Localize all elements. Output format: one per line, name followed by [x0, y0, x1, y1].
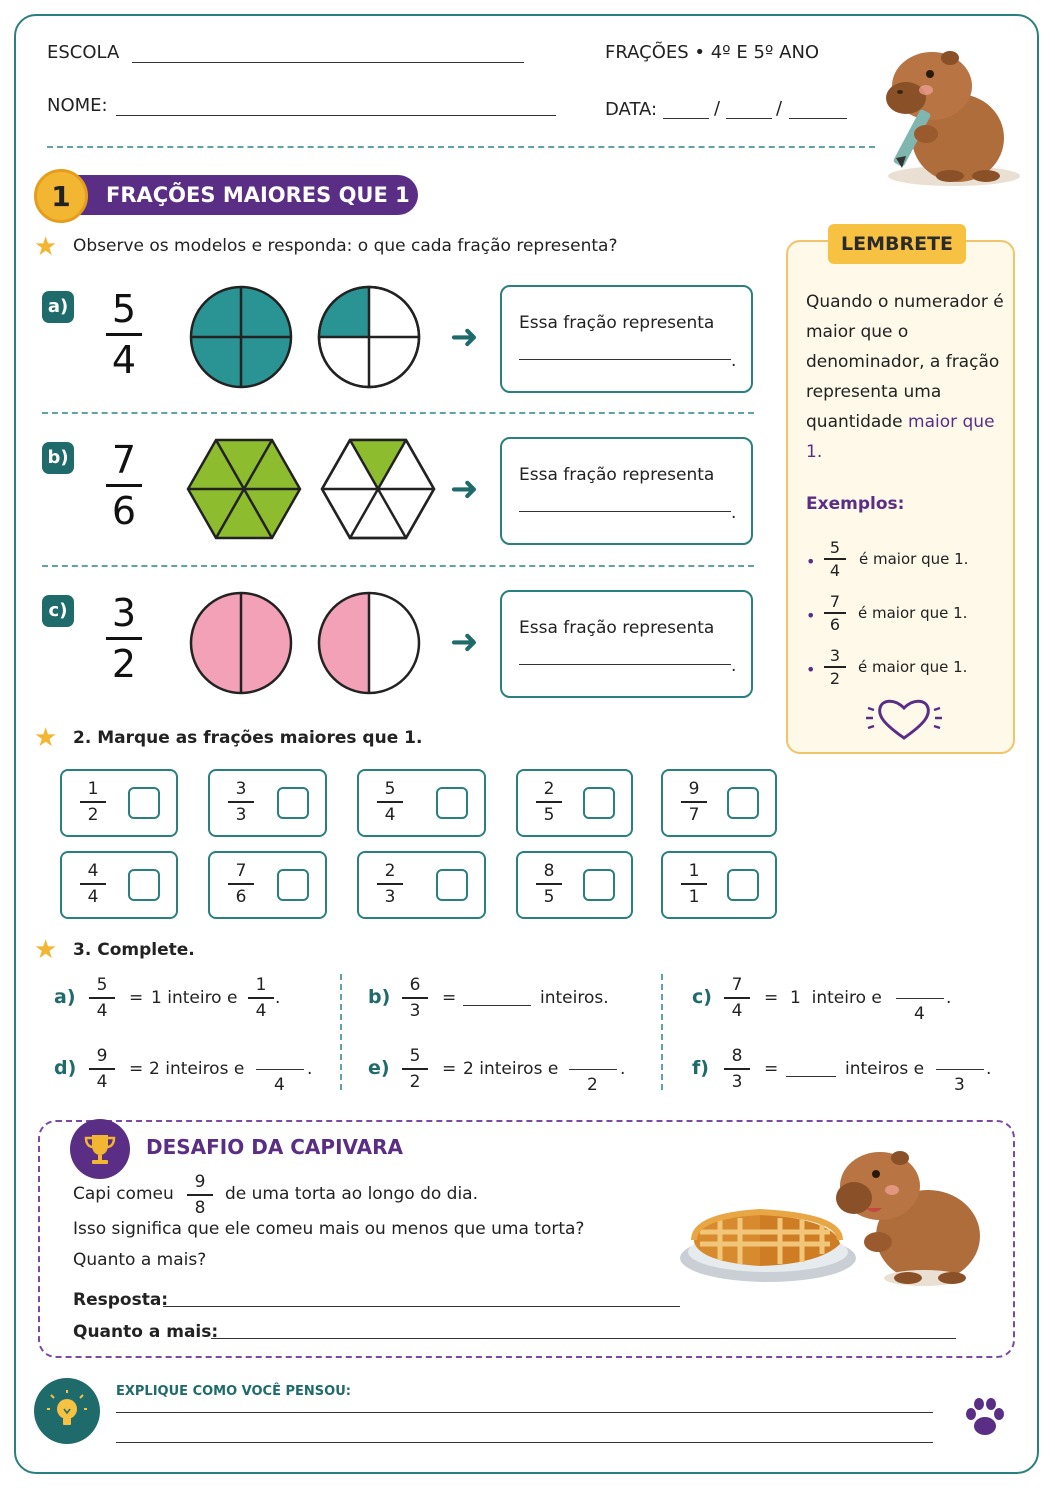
resposta-label: Resposta:	[73, 1290, 169, 1310]
numerator: 9	[194, 1172, 206, 1192]
row-divider	[42, 565, 754, 567]
numerator: 9	[688, 779, 700, 799]
exercise-e-result-denominator: 2	[587, 1075, 598, 1095]
column-divider	[340, 974, 342, 1090]
item-c-tag: c)	[42, 595, 74, 627]
denominator: 3	[731, 1071, 743, 1092]
exercise-a-fraction	[89, 975, 115, 1021]
exercise-f-result-denominator: 3	[954, 1075, 965, 1095]
denominator: 8	[194, 1197, 206, 1218]
numerator: 8	[731, 1046, 743, 1066]
item-c-answer-line[interactable]	[519, 664, 731, 665]
exercise-c-numerator-blank[interactable]	[896, 998, 944, 999]
row-divider	[42, 412, 754, 414]
nome-label: NOME:	[47, 95, 108, 116]
example-text: é maior que 1.	[858, 604, 968, 622]
example-denominator: 6	[829, 614, 841, 634]
item-c-answer-prompt: Essa fração representa	[519, 618, 715, 638]
desafio-line1-end: de uma torta ao longo do dia.	[225, 1184, 478, 1204]
option-fraction	[681, 779, 707, 825]
example-numerator: 7	[829, 592, 841, 611]
period: .	[946, 988, 952, 1008]
lembrete-text-highlight: maior que 1.	[806, 412, 995, 462]
section-1-instruction: Observe os modelos e responda: o que cada fração representa?	[73, 236, 618, 256]
star-icon: ★	[34, 232, 58, 262]
desafio-line3: Quanto a mais?	[73, 1250, 207, 1270]
equals-sign: =	[129, 1059, 144, 1079]
denominator: 7	[688, 804, 700, 825]
item-c-numerator: 3	[111, 591, 137, 635]
option-fraction	[80, 779, 106, 825]
exercise-a-text: 1 inteiro e	[151, 988, 238, 1008]
item-a-answer-prompt: Essa fração representa	[519, 313, 715, 333]
lightbulb-icon	[34, 1378, 100, 1444]
example-fraction	[824, 592, 846, 634]
item-c-answer-box[interactable]	[500, 590, 753, 698]
paw-icon	[962, 1394, 1008, 1440]
denominator: 3	[409, 1000, 421, 1021]
option-checkbox[interactable]	[277, 787, 309, 819]
item-b-answer-box[interactable]	[500, 437, 753, 545]
section-1-title: FRAÇÕES MAIORES QUE 1	[60, 175, 418, 215]
item-c-fraction	[104, 591, 144, 686]
item-a-tag: a)	[42, 291, 74, 323]
item-a-answer-box[interactable]	[500, 285, 753, 393]
numerator: 9	[96, 1046, 108, 1066]
item-b-answer-line[interactable]	[519, 511, 731, 512]
item-b-answer-prompt: Essa fração representa	[519, 465, 715, 485]
item-b-fraction	[104, 438, 144, 533]
option-checkbox[interactable]	[436, 787, 468, 819]
date-day-field[interactable]	[663, 118, 709, 119]
period: .	[275, 988, 281, 1008]
exercise-c-label: c)	[692, 986, 712, 1008]
exercise-c-result-denominator: 4	[914, 1004, 925, 1024]
section-3-number: 3.	[73, 940, 92, 960]
date-year-field[interactable]	[789, 118, 847, 119]
numerator: 7	[235, 861, 247, 881]
item-a-answer-end: .	[731, 351, 737, 371]
example-item: • 3 2 é maior que 1.	[806, 646, 968, 688]
capybara-pencil-icon	[878, 30, 1023, 192]
denominator: 5	[543, 804, 555, 825]
option-fraction	[536, 861, 562, 907]
capybara-pie-icon	[680, 1132, 992, 1292]
exercise-f-whole-blank[interactable]	[786, 1076, 836, 1077]
explique-line-2[interactable]	[116, 1442, 933, 1443]
example-numerator: 3	[829, 646, 841, 665]
denominator: 3	[384, 886, 396, 907]
denominator: 4	[255, 1000, 267, 1021]
denominator: 3	[235, 804, 247, 825]
desafio-fraction	[187, 1172, 213, 1218]
item-b-hexagon-full	[186, 438, 302, 540]
numerator: 3	[235, 779, 247, 799]
trophy-icon	[70, 1119, 130, 1179]
column-divider	[661, 974, 663, 1090]
denominator: 4	[96, 1071, 108, 1092]
item-b-numerator: 7	[111, 438, 137, 482]
examples-title: Exemplos:	[806, 494, 905, 514]
exercise-b-fraction	[402, 975, 428, 1021]
period: .	[307, 1059, 313, 1079]
data-label: DATA:	[605, 99, 658, 120]
option-fraction	[536, 779, 562, 825]
denominator: 4	[96, 1000, 108, 1021]
arrow-right-icon: ➜	[450, 317, 479, 357]
star-icon: ★	[34, 935, 58, 965]
exercise-b-label: b)	[368, 986, 391, 1008]
fraction-option	[516, 851, 633, 919]
resposta-field[interactable]	[163, 1306, 680, 1307]
desafio-line1-start: Capi comeu	[73, 1184, 174, 1204]
option-fraction	[228, 779, 254, 825]
lembrete-text	[806, 287, 1006, 467]
item-b-denominator: 6	[111, 488, 137, 533]
denominator: 4	[87, 886, 99, 907]
equals-sign: =	[129, 988, 144, 1008]
nome-field[interactable]	[116, 115, 556, 116]
example-text: é maior que 1.	[858, 658, 968, 676]
section-2-instruction	[73, 728, 422, 748]
item-a-numerator: 5	[111, 287, 137, 331]
quanto-field[interactable]	[211, 1338, 956, 1339]
example-item: • 5 4 é maior que 1.	[806, 538, 969, 580]
numerator: 6	[409, 975, 421, 995]
numerator: 1	[688, 861, 700, 881]
period: .	[620, 1059, 626, 1079]
item-c-circle-full	[188, 590, 294, 696]
escola-label: ESCOLA	[47, 42, 120, 63]
option-checkbox[interactable]	[436, 869, 468, 901]
item-a-answer-line[interactable]	[519, 359, 731, 360]
heart-icon	[864, 694, 944, 744]
date-sep-1: /	[714, 98, 721, 119]
option-fraction	[228, 861, 254, 907]
item-c-answer-end: .	[731, 656, 737, 676]
denominator: 1	[688, 886, 700, 907]
item-b-answer-end: .	[731, 503, 737, 523]
option-checkbox[interactable]	[277, 869, 309, 901]
fraction-option	[516, 769, 633, 837]
exercise-f-label: f)	[692, 1057, 709, 1079]
explique-line-1[interactable]	[116, 1412, 933, 1413]
fraction-option	[208, 769, 327, 837]
denominator: 2	[87, 804, 99, 825]
quanto-label: Quanto a mais:	[73, 1322, 219, 1342]
numerator: 1	[255, 975, 267, 995]
exercise-d-fraction	[89, 1046, 115, 1092]
item-c-circle-half	[316, 590, 422, 696]
lembrete-text-start: Quando o numerador é maior que o denominador, a fração representa uma quantidade	[806, 292, 1004, 432]
arrow-right-icon: ➜	[450, 469, 479, 509]
exercise-e-numerator-blank[interactable]	[569, 1069, 617, 1070]
option-checkbox[interactable]	[727, 869, 759, 901]
fraction-option	[357, 851, 486, 919]
exercise-a-result-fraction	[248, 975, 274, 1021]
section-3-instruction	[73, 940, 195, 960]
fraction-option	[208, 851, 327, 919]
example-numerator: 5	[829, 538, 841, 557]
example-text: é maior que 1.	[859, 550, 969, 568]
example-denominator: 2	[829, 668, 841, 688]
item-a-circle-quarter	[316, 284, 422, 390]
example-denominator: 4	[829, 560, 841, 580]
exercise-d-text: 2 inteiros e	[149, 1059, 245, 1079]
item-a-fraction	[104, 287, 144, 382]
exercise-d-numerator-blank[interactable]	[256, 1069, 304, 1070]
denominator: 4	[384, 804, 396, 825]
equals-sign: =	[764, 1059, 779, 1079]
option-fraction	[377, 861, 403, 907]
item-b-hexagon-sixth	[320, 438, 436, 540]
option-checkbox[interactable]	[727, 787, 759, 819]
topic-label: FRAÇÕES • 4º E 5º ANO	[605, 42, 820, 63]
exercise-d-label: d)	[54, 1057, 77, 1079]
exercise-c-fraction	[724, 975, 750, 1021]
option-fraction	[80, 861, 106, 907]
option-checkbox[interactable]	[128, 869, 160, 901]
numerator: 1	[87, 779, 99, 799]
fraction-option	[60, 769, 178, 837]
numerator: 8	[543, 861, 555, 881]
escola-field[interactable]	[132, 62, 524, 63]
exercise-a-label: a)	[54, 986, 76, 1008]
equals-sign: =	[764, 988, 779, 1008]
exercise-f-fraction	[724, 1046, 750, 1092]
exercise-f-text: inteiros e	[845, 1059, 925, 1079]
exercise-f-numerator-blank[interactable]	[936, 1069, 984, 1070]
section-2-number: 2.	[73, 728, 92, 748]
denominator: 5	[543, 886, 555, 907]
numerator: 7	[731, 975, 743, 995]
star-icon: ★	[34, 723, 58, 753]
item-c-denominator: 2	[111, 641, 137, 686]
numerator: 4	[87, 861, 99, 881]
numerator: 5	[96, 975, 108, 995]
desafio-title: DESAFIO DA CAPIVARA	[146, 1135, 403, 1159]
item-a-denominator: 4	[111, 337, 137, 382]
exercise-b-blank[interactable]	[463, 1005, 531, 1006]
period: .	[986, 1059, 992, 1079]
fraction-option	[661, 851, 777, 919]
denominator: 2	[409, 1071, 421, 1092]
item-a-circle-full	[188, 284, 294, 390]
denominator: 4	[731, 1000, 743, 1021]
exercise-d-result-denominator: 4	[274, 1075, 285, 1095]
example-fraction	[824, 538, 846, 580]
desafio-line2: Isso significa que ele comeu mais ou menos que uma torta?	[73, 1219, 585, 1239]
section-1-badge: 1	[34, 169, 88, 223]
exercise-b-text: inteiros.	[540, 988, 609, 1008]
section-2-text: Marque as frações maiores que 1.	[97, 728, 423, 748]
fraction-option	[357, 769, 486, 837]
numerator: 2	[543, 779, 555, 799]
equals-sign: =	[442, 988, 457, 1008]
option-checkbox[interactable]	[583, 869, 615, 901]
header-divider	[47, 146, 875, 148]
date-month-field[interactable]	[726, 118, 772, 119]
numerator: 5	[384, 779, 396, 799]
numerator: 5	[409, 1046, 421, 1066]
equals-sign: =	[442, 1059, 457, 1079]
explique-title: EXPLIQUE COMO VOCÊ PENSOU:	[116, 1384, 351, 1399]
exercise-e-label: e)	[368, 1057, 390, 1079]
item-b-tag: b)	[42, 442, 74, 474]
example-item: • 7 6 é maior que 1.	[806, 592, 968, 634]
exercise-e-fraction	[402, 1046, 428, 1092]
fraction-option	[661, 769, 777, 837]
option-checkbox[interactable]	[128, 787, 160, 819]
option-checkbox[interactable]	[583, 787, 615, 819]
option-fraction	[681, 861, 707, 907]
option-fraction	[377, 779, 403, 825]
numerator: 2	[384, 861, 396, 881]
date-sep-2: /	[776, 98, 783, 119]
example-fraction	[824, 646, 846, 688]
section-3-text: Complete.	[97, 940, 195, 960]
lembrete-title: LEMBRETE	[828, 224, 966, 264]
exercise-c-text: 1 inteiro e	[790, 988, 882, 1008]
exercise-e-text: 2 inteiros e	[463, 1059, 559, 1079]
arrow-right-icon: ➜	[450, 622, 479, 662]
fraction-option	[60, 851, 178, 919]
denominator: 6	[235, 886, 247, 907]
